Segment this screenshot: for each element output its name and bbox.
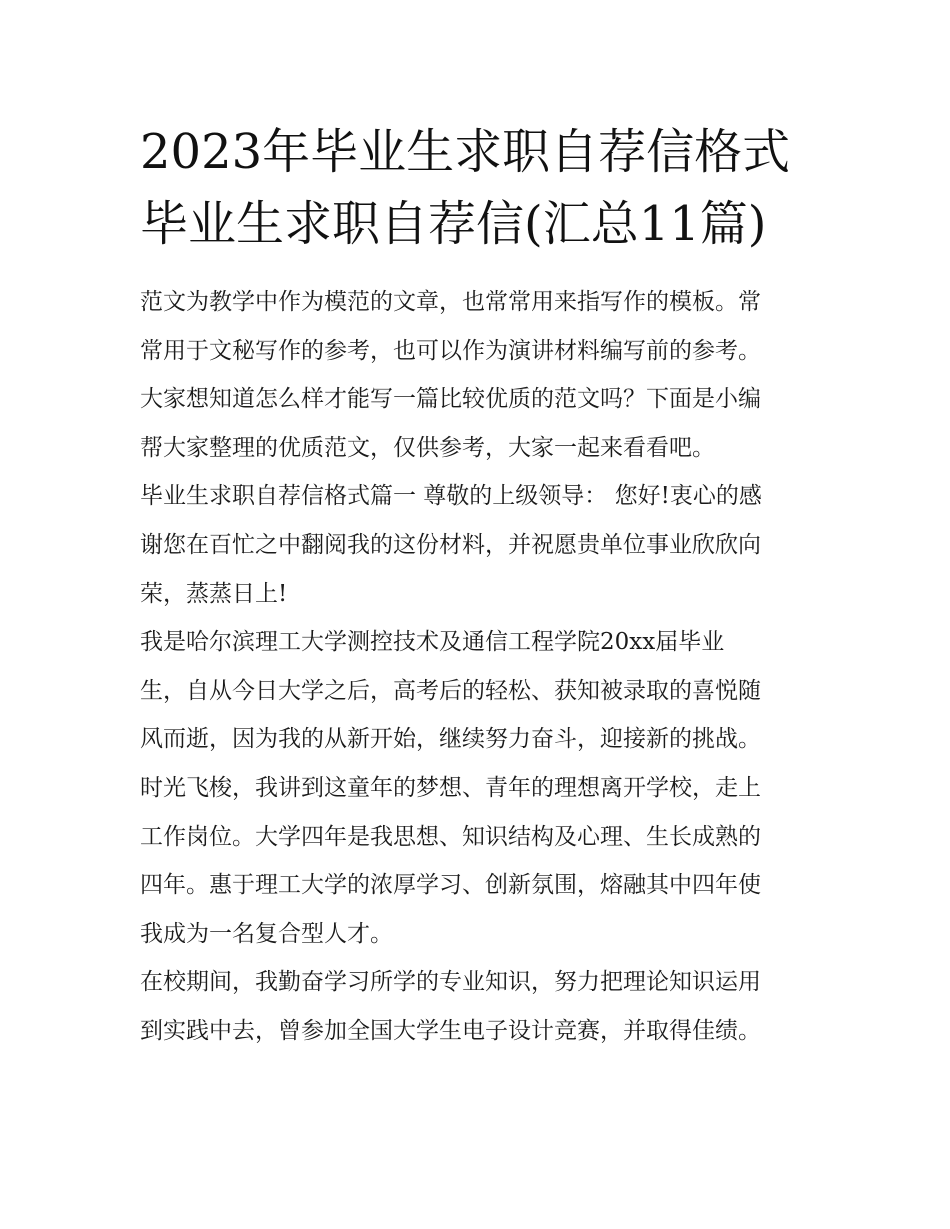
- body-line: 荣，蒸蒸日上!: [140, 580, 288, 607]
- document-body: [140, 278, 830, 1056]
- body-line: 生，自从今日大学之后，高考后的轻松、获知被录取的喜悦随: [140, 677, 761, 704]
- body-line: 风而逝，因为我的从新开始，继续努力奋斗，迎接新的挑战。: [140, 726, 761, 753]
- body-line: 四年。惠于理工大学的浓厚学习、创新氛围，熔融其中四年使: [140, 872, 761, 899]
- title-line: 2023年毕业生求职自荐信格式: [140, 124, 791, 180]
- document-title: [140, 116, 830, 260]
- body-line: 大家想知道怎么样才能写一篇比较优质的范文吗？下面是小编: [140, 386, 761, 413]
- body-line: 谢您在百忙之中翻阅我的这份材料，并祝愿贵单位事业欣欣向: [140, 531, 761, 558]
- body-line: 到实践中去，曾参加全国大学生电子设计竞赛，并取得佳绩。: [140, 1017, 761, 1044]
- title-line: 毕业生求职自荐信(汇总11篇): [140, 196, 767, 252]
- body-line: 毕业生求职自荐信格式篇一 尊敬的上级领导： 您好!衷心的感: [140, 483, 762, 510]
- body-line: 在校期间，我勤奋学习所学的专业知识，努力把理论知识运用: [140, 969, 761, 996]
- body-line: 我是哈尔滨理工大学测控技术及通信工程学院20xx届毕业: [140, 629, 725, 656]
- body-line: 范文为教学中作为模范的文章，也常常用来指写作的模板。常: [140, 289, 761, 315]
- body-line: 我成为一名复合型人才。: [140, 920, 393, 947]
- body-line: 常用于文秘写作的参考，也可以作为演讲材料编写前的参考。: [140, 337, 761, 364]
- body-line: 时光飞梭，我讲到这童年的梦想、青年的理想离开学校，走上: [140, 774, 761, 801]
- body-line: 帮大家整理的优质范文，仅供参考，大家一起来看看吧。: [140, 434, 715, 461]
- body-line: 工作岗位。大学四年是我思想、知识结构及心理、生长成熟的: [140, 823, 761, 850]
